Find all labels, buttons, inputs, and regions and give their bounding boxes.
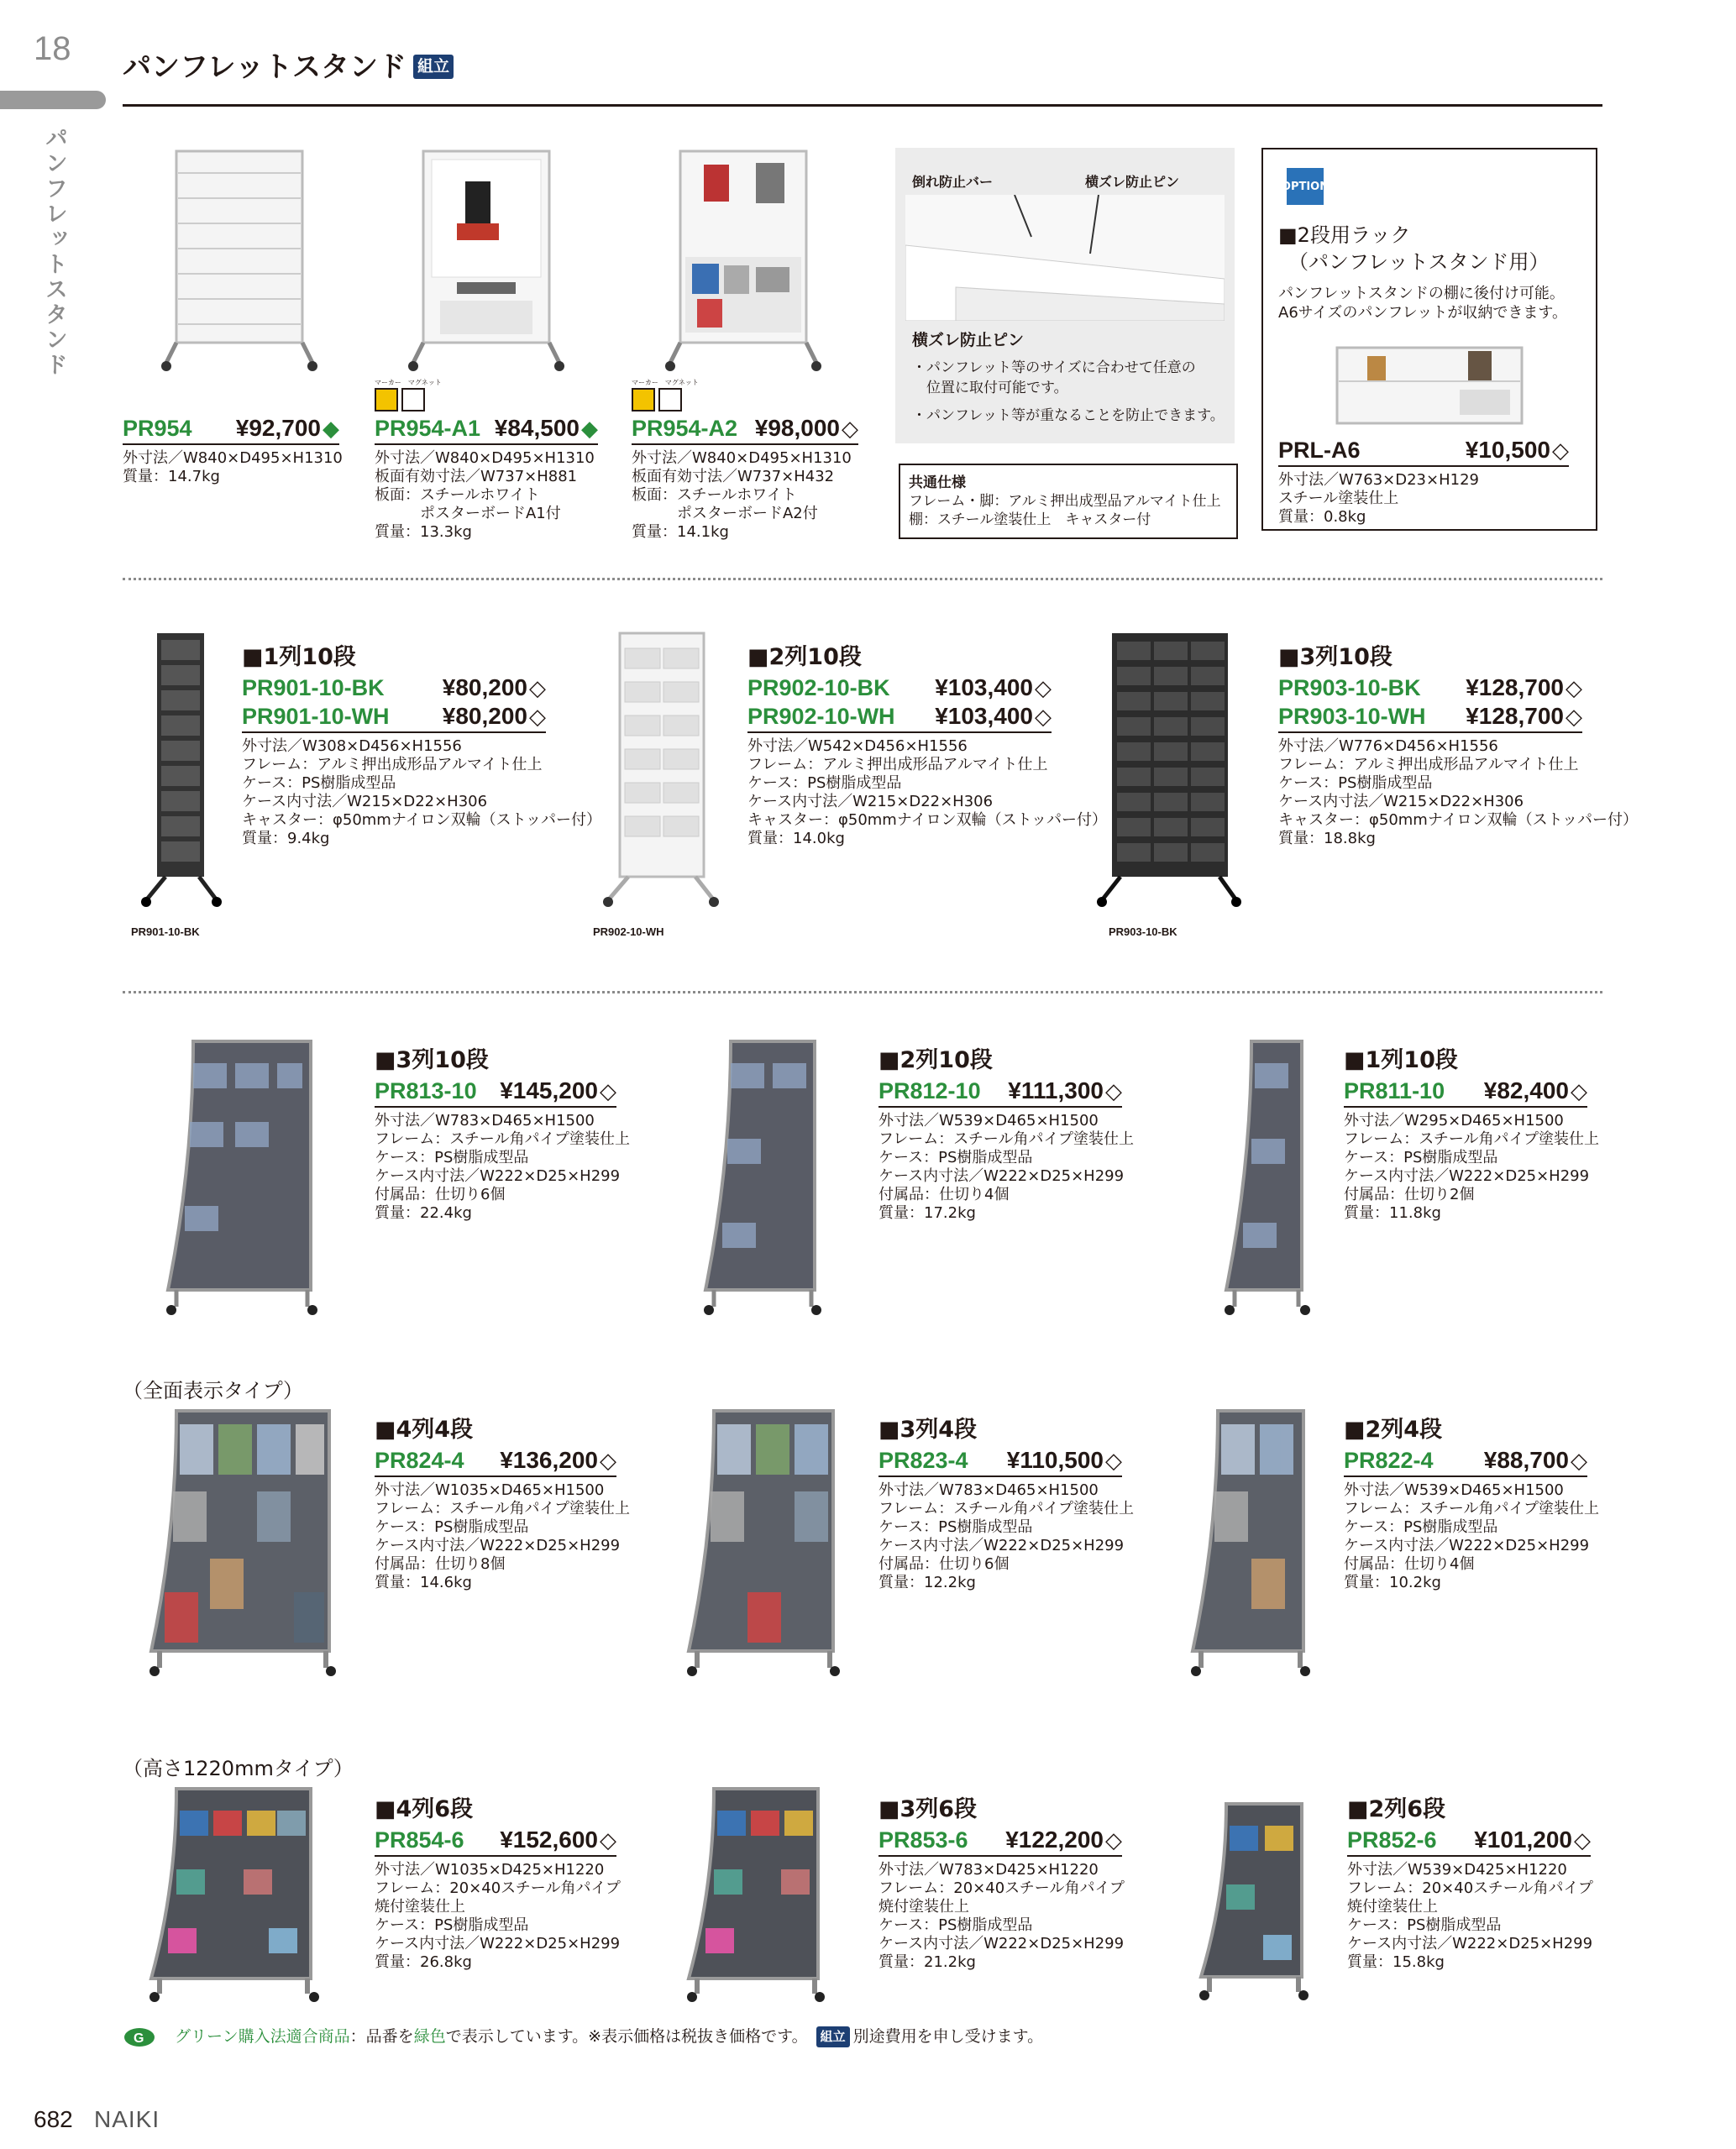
- product-layout: ■3列10段: [1278, 644, 1392, 670]
- image-caption: PR903-10-BK: [1109, 925, 1177, 938]
- feature-icons-a1: [375, 388, 425, 411]
- product-code: PR822-4: [1344, 1448, 1434, 1473]
- product-pr811-10: [1344, 1041, 1600, 1223]
- product-price: ¥110,500: [1006, 1447, 1104, 1473]
- product-code: PR954-A2: [632, 416, 738, 441]
- product-price: ¥101,200: [1474, 1827, 1572, 1853]
- product-code: PR903-10-BK: [1278, 675, 1421, 700]
- detail-note-2: ・パンフレット等が重なることを防止できます。: [912, 407, 1225, 424]
- product-specs: 外寸法／W783×D425×H1220 フレーム：20×40スチール角パイプ 焼付塗装仕上 ケース：PS樹脂成型品 ケース内寸法／W222×D25×H299 質量：21.2kg: [878, 1861, 1125, 1971]
- price-mark: ◇: [1105, 1828, 1122, 1853]
- common-heading: 共通仕様: [909, 474, 966, 491]
- chapter-tab: [0, 91, 106, 109]
- product-code: PR813-10: [375, 1078, 477, 1103]
- option-badge: OPTION: [1287, 168, 1324, 205]
- product-price: ¥145,200: [500, 1077, 598, 1103]
- pr901-image: [136, 632, 228, 909]
- magnet-icon: [658, 388, 682, 411]
- detail-panel: [895, 148, 1235, 443]
- detail-photo: [905, 195, 1225, 321]
- price-mark: ◇: [1571, 1449, 1587, 1474]
- price-mark: ◇: [1035, 705, 1052, 730]
- product-prl-a6: [1278, 437, 1569, 527]
- section-label-height-type: （高さ1220mmタイプ）: [123, 1757, 354, 1780]
- detail-label-right: 横ズレ防止ピン: [1085, 174, 1180, 190]
- footer-text-3: 別途費用を申し受けます。: [852, 2027, 1044, 2046]
- price-mark: ◇: [1566, 676, 1582, 701]
- price-mark: ◆: [323, 417, 339, 442]
- price-mark: ◇: [529, 705, 546, 730]
- product-pr903: [1278, 638, 1639, 848]
- magnet-icon: [401, 388, 425, 411]
- footer-green-word: 緑色: [413, 2027, 446, 2046]
- product-layout: ■3列10段: [375, 1047, 489, 1073]
- product-specs: 外寸法／W308×D456×H1556 フレーム：アルミ押出成形品アルマイト仕上 ケース：PS樹脂成型品 ケース内寸法／W215×D22×H306 キャスター：φ50mmナイロン双輪（ストッパー付） 質量：9.4kg: [242, 737, 602, 847]
- product-price: ¥128,700: [1466, 674, 1564, 700]
- marker-icon: [632, 388, 655, 411]
- section-label-full-display: （全面表示タイプ）: [123, 1379, 304, 1402]
- pr824-image: [143, 1407, 344, 1676]
- product-price: ¥92,700: [235, 415, 321, 441]
- price-mark: ◇: [600, 1828, 616, 1853]
- brand-name: NAIKI: [94, 2106, 160, 2132]
- product-layout: ■2列4段: [1344, 1417, 1443, 1443]
- product-pr853-6: [878, 1790, 1125, 1972]
- product-specs: 外寸法／W1035×D465×H1500 フレーム：スチール角パイプ塗装仕上 ケース：PS樹脂成型品 ケース内寸法／W222×D25×H299 付属品：仕切り8個 質量：14.6kg: [375, 1481, 631, 1591]
- product-code: PR824-4: [375, 1448, 464, 1473]
- product-layout: ■3列4段: [878, 1417, 978, 1443]
- product-specs: 外寸法／W539×D425×H1220 フレーム：20×40スチール角パイプ 焼付塗装仕上 ケース：PS樹脂成型品 ケース内寸法／W222×D25×H299 質量：15.8kg: [1347, 1861, 1593, 1971]
- product-layout: ■2列10段: [747, 644, 862, 670]
- product-price: ¥80,200: [442, 703, 527, 729]
- pr954-a2-image: [663, 148, 831, 375]
- side-chapter-label: パンフレットスタンド: [41, 126, 67, 378]
- detail-label-left: 倒れ防止バー: [912, 174, 994, 190]
- section-divider: [123, 578, 1602, 580]
- price-mark: ◇: [1566, 705, 1582, 730]
- product-code: PR902-10-BK: [747, 675, 890, 700]
- product-specs: 外寸法／W763×D23×H129 スチール塗装仕上 質量：0.8kg: [1278, 471, 1479, 526]
- product-price: ¥84,500: [494, 415, 580, 441]
- page-title: [123, 44, 454, 85]
- product-specs: 外寸法／W776×D456×H1556 フレーム：アルミ押出成形品アルマイト仕上 ケース：PS樹脂成型品 ケース内寸法／W215×D22×H306 キャスター：φ50mmナイロン双輪（ストッパー付） 質量：18.8kg: [1278, 737, 1639, 847]
- feature-icon-labels: マーカー マグネット: [375, 379, 442, 386]
- feature-icon-labels: マーカー マグネット: [632, 379, 699, 386]
- product-price: ¥103,400: [935, 703, 1033, 729]
- product-code: PR853-6: [878, 1827, 968, 1853]
- product-layout: ■2列10段: [878, 1047, 993, 1073]
- product-price: ¥98,000: [754, 415, 840, 441]
- pr902-image: [596, 632, 722, 909]
- product-layout: ■3列6段: [878, 1796, 978, 1822]
- option-heading: ■2段用ラック （パンフレットスタンド用）: [1278, 223, 1550, 274]
- pr812-image: [697, 1038, 823, 1315]
- product-specs: 外寸法／W840×D495×H1310 板面有効寸法／W737×H432 板面：スチールホワイト ポスターボードA2付 質量：14.1kg: [632, 449, 852, 541]
- green-purchase-label: グリーン購入法適合商品: [175, 2027, 350, 2046]
- product-specs: 外寸法／W295×D465×H1500 フレーム：スチール角パイプ塗装仕上 ケース：PS樹脂成型品 ケース内寸法／W222×D25×H299 付属品：仕切り2個 質量：11.8kg: [1344, 1112, 1600, 1222]
- product-pr954-a2: [632, 415, 858, 542]
- marker-icon: [375, 388, 398, 411]
- price-mark: ◇: [600, 1079, 616, 1104]
- product-specs: 外寸法／W783×D465×H1500 フレーム：スチール角パイプ塗装仕上 ケース：PS樹脂成型品 ケース内寸法／W222×D25×H299 付属品：仕切り6個 質量：22.4kg: [375, 1112, 631, 1222]
- image-caption: PR902-10-WH: [593, 925, 664, 938]
- price-mark: ◇: [529, 676, 546, 701]
- product-pr954: [123, 415, 343, 486]
- product-specs: 外寸法／W539×D465×H1500 フレーム：スチール角パイプ塗装仕上 ケース：PS樹脂成型品 ケース内寸法／W222×D25×H299 付属品：仕切り4個 質量：17.2kg: [878, 1112, 1135, 1222]
- product-code: PR903-10-WH: [1278, 704, 1426, 729]
- product-code: PR854-6: [375, 1827, 464, 1853]
- product-specs: 外寸法／W542×D456×H1556 フレーム：アルミ押出成形品アルマイト仕上 ケース：PS樹脂成型品 ケース内寸法／W215×D22×H306 キャスター：φ50mmナイロン双輪（ストッパー付） 質量：14.0kg: [747, 737, 1108, 847]
- product-code: PR954: [123, 416, 192, 441]
- product-code: PR852-6: [1347, 1827, 1437, 1853]
- prl-a6-image: [1334, 339, 1527, 432]
- product-pr813-10: [375, 1041, 631, 1223]
- pr823-image: [680, 1407, 848, 1676]
- product-code: PR902-10-WH: [747, 704, 895, 729]
- product-price: ¥103,400: [935, 674, 1033, 700]
- image-caption: PR901-10-BK: [131, 925, 200, 938]
- product-pr812-10: [878, 1041, 1135, 1223]
- product-price: ¥82,400: [1483, 1077, 1569, 1103]
- pr854-image: [143, 1785, 328, 2004]
- product-price: ¥136,200: [500, 1447, 598, 1473]
- price-mark: ◇: [1105, 1079, 1122, 1104]
- pr811-image: [1218, 1038, 1319, 1315]
- price-mark: ◇: [1574, 1828, 1591, 1853]
- product-code: PR811-10: [1344, 1078, 1445, 1103]
- price-mark: ◆: [581, 417, 598, 442]
- green-purchase-icon: [123, 2026, 170, 2048]
- price-mark: ◇: [1571, 1079, 1587, 1104]
- product-pr824-4: [375, 1411, 631, 1592]
- product-pr954-a1: [375, 415, 598, 542]
- chapter-number: 18: [34, 30, 71, 67]
- pr822-image: [1184, 1407, 1319, 1676]
- price-mark: ◇: [1035, 676, 1052, 701]
- pr813-image: [160, 1038, 328, 1315]
- detail-heading: 横ズレ防止ピン: [912, 331, 1025, 349]
- product-specs: 外寸法／W840×D495×H1310 質量：14.7kg: [123, 449, 343, 485]
- product-code: PR823-4: [878, 1448, 968, 1473]
- product-specs: 外寸法／W1035×D425×H1220 フレーム：20×40スチール角パイプ 焼付塗装仕上 ケース：PS樹脂成型品 ケース内寸法／W222×D25×H299 質量：26.8kg: [375, 1861, 621, 1971]
- product-code: PRL-A6: [1278, 438, 1361, 463]
- pr853-image: [680, 1785, 831, 2004]
- footer-note: [123, 2024, 1043, 2048]
- product-specs: 外寸法／W840×D495×H1310 板面有効寸法／W737×H881 板面：スチールホワイト ポスターボードA1付 質量：13.3kg: [375, 449, 595, 541]
- product-layout: ■1列10段: [1344, 1047, 1458, 1073]
- product-pr822-4: [1344, 1411, 1600, 1592]
- product-pr823-4: [878, 1411, 1135, 1592]
- price-mark: ◇: [600, 1449, 616, 1474]
- section-divider: [123, 991, 1602, 993]
- footer-text-2: で表示しています。※表示価格は税抜き価格です。: [445, 2027, 808, 2046]
- price-mark: ◇: [842, 417, 858, 442]
- product-pr901: [242, 638, 602, 848]
- pr954-image: [160, 148, 328, 375]
- product-code: PR901-10-WH: [242, 704, 390, 729]
- feature-icons-a2: [632, 388, 682, 411]
- product-price: ¥152,600: [500, 1827, 598, 1853]
- svg-text:G: G: [134, 2031, 144, 2046]
- product-price: ¥80,200: [442, 674, 527, 700]
- footer-assembly-badge: 組立: [816, 2026, 850, 2047]
- footer-text-1: ：品番を: [349, 2027, 414, 2046]
- product-code: PR901-10-BK: [242, 675, 385, 700]
- common-spec-box: [899, 464, 1238, 539]
- product-code: PR812-10: [878, 1078, 981, 1103]
- common-text: フレーム・脚：アルミ押出成型品アルマイト仕上 棚：スチール塗装仕上 キャスター付: [909, 493, 1221, 528]
- product-specs: 外寸法／W783×D465×H1500 フレーム：スチール角パイプ塗装仕上 ケース：PS樹脂成型品 ケース内寸法／W222×D25×H299 付属品：仕切り6個 質量：12.2kg: [878, 1481, 1135, 1591]
- page-title-text: パンフレットスタンド: [123, 50, 406, 84]
- product-layout: ■2列6段: [1347, 1796, 1446, 1822]
- product-code: PR954-A1: [375, 416, 481, 441]
- product-specs: 外寸法／W539×D465×H1500 フレーム：スチール角パイプ塗装仕上 ケース：PS樹脂成型品 ケース内寸法／W222×D25×H299 付属品：仕切り4個 質量：10.2kg: [1344, 1481, 1600, 1591]
- price-mark: ◇: [1105, 1449, 1122, 1474]
- product-pr854-6: [375, 1790, 621, 1972]
- product-price: ¥111,300: [1008, 1077, 1104, 1103]
- product-layout: ■4列4段: [375, 1417, 474, 1443]
- product-price: ¥128,700: [1466, 703, 1564, 729]
- option-description: パンフレットスタンドの棚に後付け可能。 A6サイズのパンフレットが収納できます。: [1278, 285, 1567, 322]
- pr954-a1-image: [406, 148, 574, 375]
- product-pr902: [747, 638, 1108, 848]
- product-layout: ■1列10段: [242, 644, 356, 670]
- assembly-badge: 組立: [413, 55, 454, 79]
- header-rule: [123, 104, 1602, 107]
- product-price: ¥122,200: [1005, 1827, 1104, 1853]
- page-number: 682: [34, 2106, 73, 2132]
- detail-note-1: ・パンフレット等のサイズに合わせて任意の 位置に取付可能です。: [912, 359, 1196, 396]
- product-price: ¥88,700: [1483, 1447, 1569, 1473]
- pr852-image: [1193, 1800, 1319, 2002]
- product-pr852-6: [1347, 1790, 1591, 1972]
- price-mark: ◇: [1552, 438, 1569, 464]
- pr903-image: [1092, 632, 1243, 909]
- product-price: ¥10,500: [1465, 437, 1550, 463]
- product-layout: ■4列6段: [375, 1796, 474, 1822]
